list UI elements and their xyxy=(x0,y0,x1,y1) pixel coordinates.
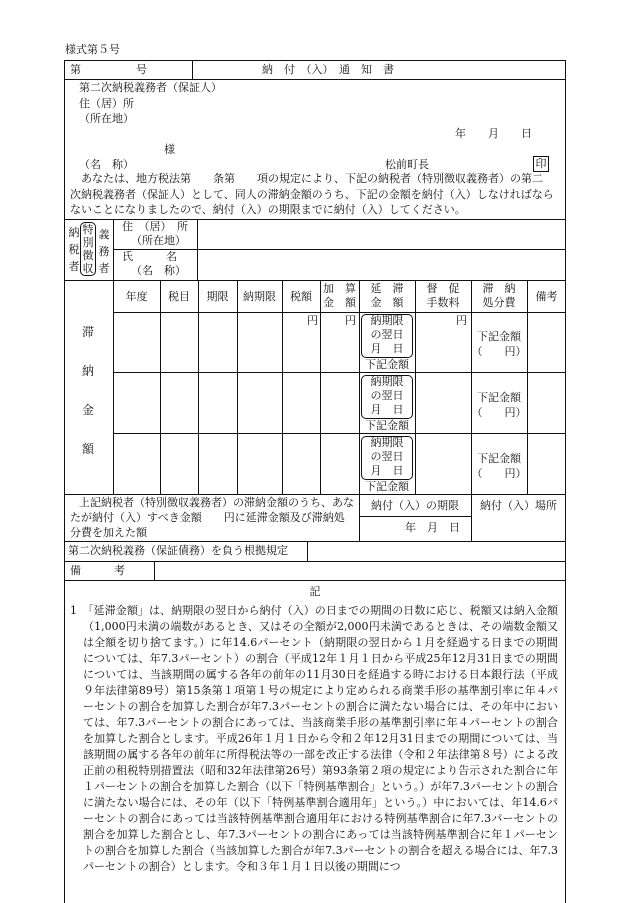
col-period: 期限 xyxy=(206,290,229,303)
penalty-note-3c: 月 日 xyxy=(370,464,404,477)
payment-deadline-label: 納付（入）の期限 xyxy=(371,499,459,512)
rule xyxy=(64,280,566,281)
disposition-yen-2: （ 円） xyxy=(471,406,527,419)
col-tax-amount: 税額 xyxy=(290,290,312,303)
disposition-note-2: 下記金額 xyxy=(477,391,521,404)
notes-body xyxy=(70,603,558,875)
remarks-label: 備 考 xyxy=(70,564,125,577)
rule xyxy=(565,581,566,903)
addressee-role: 第二次納税義務者（保証人） xyxy=(79,81,222,94)
rule xyxy=(64,581,65,903)
additional-amount-yen: 円 xyxy=(345,314,356,327)
rule xyxy=(64,494,566,495)
body-line-2: 次納税義務者（保証人）として、同人の滞納金額のうち、下記の金額を納付（入）しなければなら xyxy=(70,188,554,201)
summary-line-1: 上記納税者（特別徴収義務者）の滞納金額のうち、あな xyxy=(79,496,354,509)
body-line-3: ないことになりましたので、納付（入）の期限までに納付（入）してください。 xyxy=(70,203,466,216)
penalty-note-3b: の翌日 xyxy=(370,450,404,463)
col-additional-amount: 加 算 金 額 xyxy=(323,282,356,309)
note-item-1: 1 「延滞金額」は、納期限の翌日から納付（入）の日までの期間の日数に応じ、税額又は納入金額（1,000円未満の端数があるとき、又はその全額が2,000円未満であるときは、その端数金額又は全額を切り捨てます。）に年14.6パーセント（納期限の翌日から１月を経過する日までの期間については、年7.3パーセント）の割合（平成12年１月１日から平成25年12月31日までの期間については、当該期間の属する各年の前年の11月30日を経過する時における日本銀行法（平成９年法律第89号）第15条第１項第１号の規定により定められる商業手形の基準割引率に年４パーセントの割合を加算した割合が年7.3パーセントの割合に満たない場合には、その年中においては、年7.3パーセントの割合にあっては、当該商業手形の基準割引率に年４パーセントの割合を加算した割合とします。平成26年１月１日から令和２年12月31日までの期間については、当該期間の属する各年の前年に所得税法等の一部を改正する法律（令和２年法律第８号）による改正前の租税特別措置法（昭和32年法律第26号）第93条第２項の規定により告示された割合に年１パーセントの割合を加算した割合（以下「特例基準割合」という。）が年7.3パーセントの割合に満たない場合には、その年（以下「特例基準割合適用年」という。）中においては、年14.6パーセントの割合にあっては当該特例基準割合適用年における特例基準割合に年7.3パーセントの割合を加算した割合とし、年7.3パーセントの割合にあっては当該特例基準割合に年１パーセントの割合を加算した割合（当該加算した割合が年7.3パーセントの割合を超える場合には、年7.3パーセントの割合）とします。令和３年１月１日以後の期間につ xyxy=(70,604,558,873)
notes-title: 記 xyxy=(309,585,321,598)
summary-line-2: たが納付（入）すべき金額 円に延滞金額及び滞納処 xyxy=(70,511,345,524)
col-due-date: 納期限 xyxy=(243,290,276,303)
arrears-side-2: 納 xyxy=(82,364,95,378)
payment-place-label: 納付（入）場所 xyxy=(480,499,557,512)
rule xyxy=(113,372,566,373)
rule xyxy=(113,312,566,313)
taxpayer-address-label: 住 （居） 所 xyxy=(122,220,188,233)
arrears-side-4: 額 xyxy=(82,442,95,456)
seal-stamp-box: 印 xyxy=(533,156,549,172)
disposition-yen-1: （ 円） xyxy=(471,345,527,358)
arrears-side-1: 滞 xyxy=(82,325,95,339)
col-late-penalty: 延 滞 金 額 xyxy=(370,282,404,309)
rule xyxy=(113,433,566,434)
penalty-note-2d: 下記金額 xyxy=(365,419,409,432)
rule xyxy=(307,541,308,561)
taxpayer-name-label: 氏 名 xyxy=(122,250,177,263)
penalty-note-2a: 納期限 xyxy=(370,375,404,388)
addressee-location-label: （所在地） xyxy=(79,112,134,125)
tax-amount-yen: 円 xyxy=(307,314,318,327)
document-number: 第 号 xyxy=(70,63,147,76)
penalty-note-1d: 下記金額 xyxy=(365,358,409,371)
disposition-yen-3: （ 円） xyxy=(471,467,527,480)
form-label: 様式第５号 xyxy=(65,43,120,56)
demand-fee-yen: 円 xyxy=(456,314,467,327)
sama-label: 様 xyxy=(164,143,175,156)
summary-line-3: 分費を加えた額 xyxy=(70,526,147,539)
rule xyxy=(359,516,471,517)
taxpayer-location-label: （所在地） xyxy=(131,234,186,247)
obligor-label: 義務者 xyxy=(98,228,110,275)
rule xyxy=(64,79,566,80)
penalty-note-1b: の翌日 xyxy=(370,328,404,341)
basis-label: 第二次納税義務（保証債務）を負う根拠規定 xyxy=(68,544,288,557)
penalty-note-3d: 下記金額 xyxy=(365,480,409,493)
col-demand-fee: 督 促 手数料 xyxy=(426,282,460,309)
penalty-note-2c: 月 日 xyxy=(370,403,404,416)
col-disposition-cost: 滞 納 処分費 xyxy=(482,282,516,309)
penalty-note-3a: 納期限 xyxy=(370,436,404,449)
rule xyxy=(154,561,155,581)
issue-date: 年 月 日 xyxy=(455,127,532,140)
taxpayer-outer-label: 納税者 xyxy=(68,226,80,273)
penalty-note-1a: 納期限 xyxy=(370,314,404,327)
col-remarks: 備考 xyxy=(535,290,558,303)
body-line-1: あなたは、地方税法第 条第 項の規定により、下記の納税者（特別徴収義務者）の第二 xyxy=(70,172,543,185)
addressee-address-label: 住（居）所 xyxy=(79,97,134,110)
rule xyxy=(64,561,566,562)
addressee-name-label: （名 称） xyxy=(79,158,134,171)
rule xyxy=(64,541,566,542)
col-tax-item: 税目 xyxy=(168,290,190,303)
arrears-side-3: 金 xyxy=(82,403,95,417)
issuer-title: 松前町長 xyxy=(385,158,429,171)
disposition-note-1: 下記金額 xyxy=(477,330,521,343)
col-year: 年度 xyxy=(125,290,148,303)
taxpayer-name-sub: （名 称） xyxy=(131,264,186,277)
special-collection-label: 特別徴収 xyxy=(82,223,94,275)
rule xyxy=(113,249,566,250)
header-divider xyxy=(192,60,193,79)
payment-deadline-date: 年 月 日 xyxy=(405,521,460,534)
penalty-note-2b: の翌日 xyxy=(370,389,404,402)
penalty-note-1c: 月 日 xyxy=(370,342,404,355)
document-title: 納 付 （入） 通 知 書 xyxy=(262,63,394,76)
disposition-note-3: 下記金額 xyxy=(477,452,521,465)
